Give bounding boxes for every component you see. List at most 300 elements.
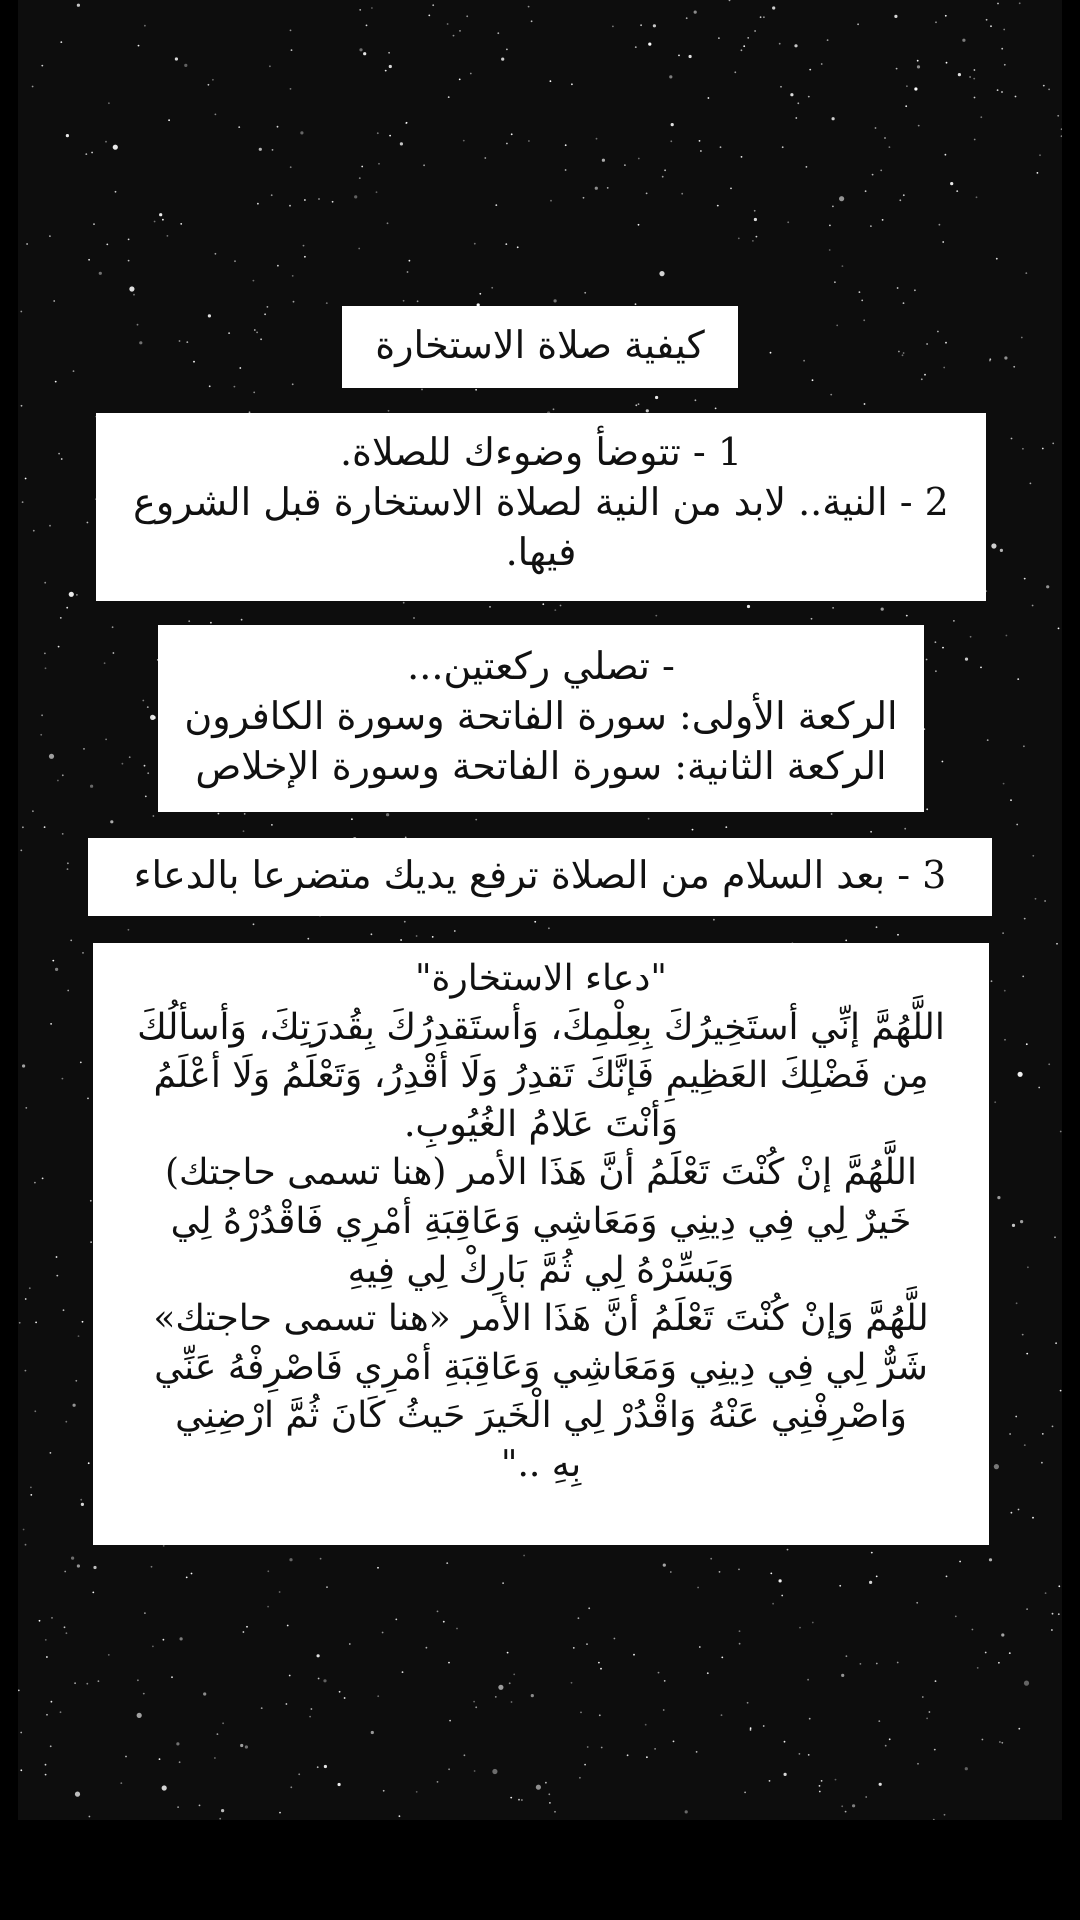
star [349,1643,351,1645]
star [67,990,69,992]
star [399,1815,401,1817]
star [1006,635,1008,637]
star [554,609,556,611]
star [985,1652,987,1654]
star [298,1773,300,1775]
star [1016,1302,1018,1304]
star [437,1781,439,1783]
star [906,85,908,87]
star [646,409,649,412]
star [959,1561,961,1563]
star [956,190,958,192]
star [517,246,519,248]
star [90,785,93,788]
star [1037,172,1039,174]
star [807,1679,809,1681]
star [950,182,953,185]
star [474,1770,476,1772]
star [152,1646,154,1648]
star [536,1785,541,1790]
star [383,1790,385,1792]
star [34,1410,36,1412]
star [885,1745,887,1747]
star [437,1611,439,1613]
star [914,87,917,90]
star [994,1464,999,1469]
star [1004,356,1007,359]
star [459,79,461,81]
star [587,1746,589,1748]
star [387,222,389,224]
star [144,25,146,27]
star [889,146,891,148]
star [894,15,897,18]
star [253,280,255,282]
star [627,1754,629,1756]
star [466,15,468,17]
star [707,1672,709,1674]
star [289,1558,292,1561]
star [33,530,35,532]
star [234,386,236,388]
star [996,258,998,260]
star [612,26,614,28]
star [586,1643,588,1645]
star [1060,1390,1062,1392]
star [697,1587,699,1589]
star [770,352,772,354]
star [498,1685,503,1690]
star [869,1581,872,1584]
star [548,1793,550,1795]
star [29,1287,31,1289]
star [860,1663,862,1665]
star [208,84,210,86]
star [253,392,255,394]
star [760,16,762,18]
star [784,1741,786,1743]
star [98,1680,100,1682]
star [747,605,750,608]
star [406,122,408,124]
star [937,331,939,333]
star [323,1679,326,1682]
star [426,1647,428,1649]
star [475,819,477,821]
star [670,1571,672,1573]
star [864,403,866,405]
star [1018,1728,1020,1730]
steps-card [96,413,986,601]
star [973,78,975,80]
star [987,739,989,741]
star [685,1810,688,1813]
star [261,1707,263,1709]
star [549,1802,551,1804]
star [784,1773,787,1776]
star [1046,585,1049,588]
star [34,1182,36,1184]
star [1039,154,1041,156]
star [897,934,899,936]
star [1004,64,1006,66]
star [74,1682,76,1684]
star [989,1558,992,1561]
star [271,194,273,196]
star [991,980,993,982]
star [93,1566,96,1569]
star [662,176,664,178]
star [945,342,947,344]
star [974,97,976,99]
star [62,774,64,776]
star [914,289,916,291]
star [291,49,293,51]
star [474,243,476,245]
star [903,302,905,304]
star [827,39,829,41]
star [857,23,859,25]
dua-line: بِهِ .." [500,1443,582,1485]
star [700,150,702,152]
star [935,1680,937,1682]
star [809,69,811,71]
star [168,119,170,121]
star [354,195,357,198]
star [980,667,982,669]
star [176,1742,179,1745]
star [926,659,928,661]
star [602,159,605,162]
star [267,1606,269,1608]
star [254,329,256,331]
star [926,808,928,810]
star [51,1617,53,1619]
star [479,293,481,295]
star [409,260,411,262]
star [1058,628,1060,630]
star [403,602,405,604]
star [635,404,637,406]
star [138,45,140,47]
star [917,60,919,62]
star [924,374,926,376]
star [448,1662,450,1664]
star [318,1678,320,1680]
star [741,49,743,51]
star [180,223,182,225]
star [495,1696,497,1698]
star [580,1712,582,1714]
star [417,300,419,302]
star [863,319,865,321]
star [26,243,28,245]
star [739,1643,741,1645]
star [808,96,810,98]
star [550,80,552,82]
star [588,1607,590,1609]
star [903,194,905,196]
star [997,89,999,91]
star [935,641,937,643]
star [389,135,391,137]
star [990,25,992,27]
star [144,1612,146,1614]
star [694,11,697,14]
star [90,1241,92,1243]
star [1001,48,1003,50]
star [186,1577,188,1579]
star [779,1579,782,1582]
star [977,1667,979,1669]
star [678,55,680,57]
star [752,240,754,242]
star [475,1706,477,1708]
star [699,1646,701,1648]
star [292,383,294,385]
star [307,938,309,940]
step-2-text-continued: فيها. [505,530,577,575]
star [1001,91,1003,93]
star [473,1701,475,1703]
star [944,1814,946,1816]
star [870,225,872,227]
star [93,223,95,225]
star [779,43,781,45]
star [35,1322,37,1324]
star [799,1627,801,1629]
star [713,919,715,921]
star [560,605,562,607]
star [22,501,24,503]
star [217,1733,219,1735]
star [67,862,69,864]
star [56,1275,58,1277]
step-3-text: 3 - بعد السلام من الصلاة ترفع يديك متضرعا بالدعاء [133,853,947,897]
star [133,294,135,296]
star [787,221,789,223]
star [729,0,731,1]
rakaat-heading: - تصلي ركعتين... [407,644,675,688]
star [799,1753,801,1755]
star [293,301,295,303]
star [289,205,291,207]
star [554,299,557,302]
star [402,1671,404,1673]
star [1058,1613,1060,1615]
star [769,1780,771,1782]
star [918,125,920,127]
star [763,16,765,18]
star [889,1738,891,1740]
star [359,177,361,179]
star [122,763,124,765]
star [1001,1742,1003,1744]
star [58,453,60,455]
star [239,367,241,369]
star [904,828,906,830]
star [19,1322,21,1324]
star [861,300,863,302]
star [811,618,813,620]
star [812,1622,814,1624]
star [215,253,217,255]
star [635,303,637,305]
star [87,1098,89,1100]
star [945,154,947,156]
star [259,148,262,151]
star [917,65,920,68]
star [795,117,797,119]
star [1061,135,1062,137]
star [929,1711,931,1713]
star [137,1679,139,1681]
star [897,287,899,289]
star [926,1718,928,1720]
star [105,141,107,143]
star [646,193,648,195]
star [128,239,130,241]
star [317,1654,320,1657]
star [942,241,944,243]
star [277,126,279,128]
star [243,1631,245,1633]
star [721,1657,723,1659]
star [809,1718,811,1720]
star [997,1196,1000,1199]
star [738,1569,740,1571]
star [980,116,982,118]
star [710,1558,712,1560]
star [212,79,214,81]
star [159,213,162,216]
star [30,1487,32,1489]
star [1024,1444,1026,1446]
star [734,71,736,73]
star [884,137,886,139]
star [1032,1517,1034,1519]
star [1035,898,1037,900]
star [416,935,418,937]
star [506,49,508,51]
star [509,1682,511,1684]
star [55,968,58,971]
star [882,219,884,221]
star [989,360,991,362]
star [256,332,258,334]
star [832,117,835,120]
star [404,921,406,923]
star [831,813,833,815]
star [162,1785,167,1790]
star [962,39,965,42]
star [104,662,106,664]
star [175,57,178,60]
star [153,815,155,817]
star [699,140,701,142]
star [89,1816,91,1818]
star [489,606,491,608]
star [946,62,948,64]
star [832,607,834,609]
star [1022,1334,1024,1336]
star [20,1732,22,1734]
star [179,1761,181,1763]
star [448,1768,450,1770]
star [443,1621,445,1623]
dua-line: وَيَسِّرْهُ لِي ثُمَّ بَارِكْ لِي فِيهِ [347,1249,735,1291]
star [167,235,169,237]
dua-line: اللَّهُمَّ إنْ كُنْتَ تَعْلَمُ أنَّ هَذَا الأمر (هنا تسمى حاجتك) [164,1152,918,1194]
star [271,824,273,826]
star [32,810,34,812]
star [721,1714,723,1716]
star [1000,549,1003,552]
star [1052,1613,1054,1615]
star [1043,85,1045,87]
star [600,1668,602,1670]
star [659,271,664,276]
star [290,1786,292,1788]
star [432,4,434,6]
star [821,63,823,65]
star [1015,96,1017,98]
star [806,166,808,168]
star [22,826,24,828]
dua-line: للَّهُمَّ وَإنْ كُنْتَ تَعْلَمُ أنَّ هَذَا الأمر «هنا تسمى حاجتك» [153,1298,929,1340]
star [234,260,236,262]
star [491,287,493,289]
star [371,7,373,9]
star [150,715,155,720]
star [669,75,672,78]
star [754,210,756,212]
star [565,169,567,171]
star [720,146,722,148]
star [1030,483,1032,485]
star [120,1782,122,1784]
star [943,367,945,369]
star [49,754,54,759]
star [553,408,555,410]
star [571,83,573,85]
star [953,620,955,622]
star [163,1639,165,1641]
star [128,929,130,931]
star [137,1713,142,1718]
star [842,265,844,267]
star [1026,1608,1028,1610]
star [571,1682,573,1684]
star [73,1404,76,1407]
star [1021,337,1023,339]
star [324,1765,327,1768]
star [1018,1072,1023,1077]
star [144,765,146,767]
title-card [342,306,738,388]
dua-line: وَأنْتَ عَلامُ الغُيُوبِ. [403,1103,679,1145]
star [20,1769,22,1771]
star [942,647,944,649]
star [899,199,901,201]
star [245,1745,248,1748]
star [836,325,838,327]
star [846,1655,848,1657]
star [1056,943,1058,945]
star [51,1701,53,1703]
star [638,403,640,405]
star [45,1764,47,1766]
